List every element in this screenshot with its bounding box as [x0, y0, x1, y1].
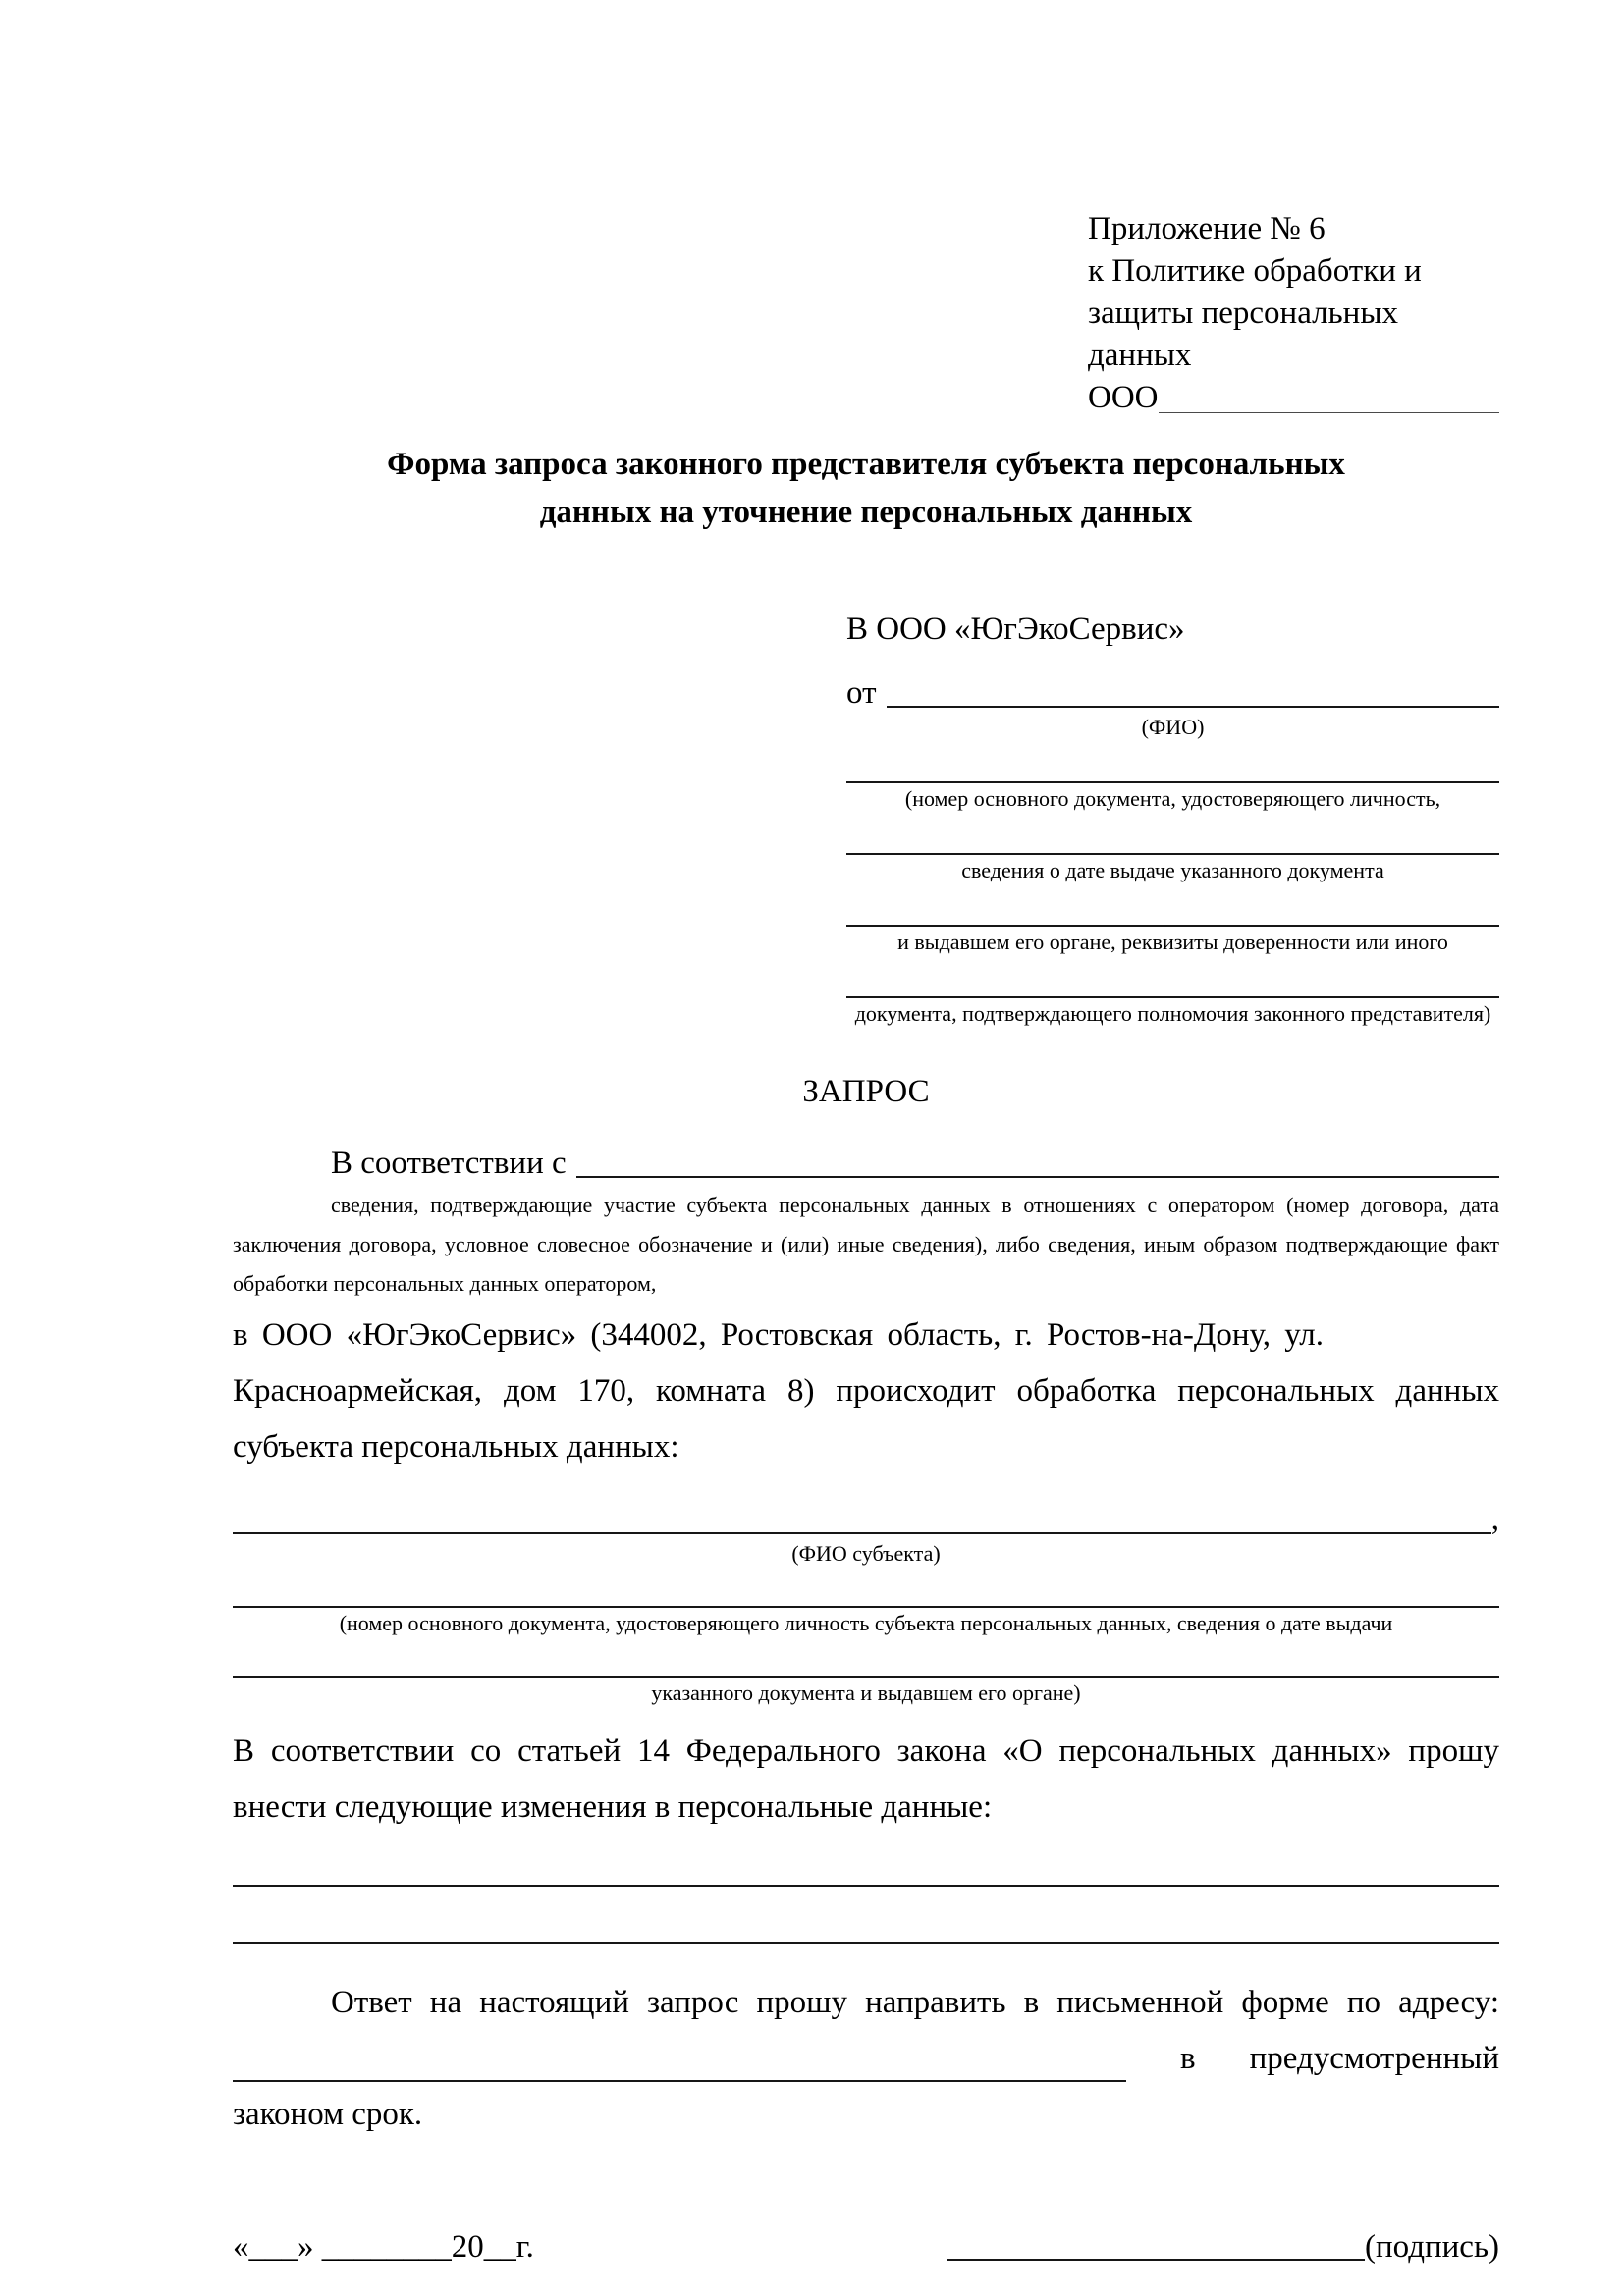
fio-caption: (ФИО): [1141, 715, 1205, 739]
law-paragraph: [233, 1724, 1499, 1836]
footnote-line-3: обработки персональных данных оператором,: [233, 1271, 657, 1296]
appendix-line-2: к Политике обработки и: [1088, 253, 1422, 289]
id-blank-line-3: [846, 925, 1499, 927]
operator-line-2: Красноармейская, дом 170, комната 8) происходит обработка персональных данных: [233, 1373, 1499, 1409]
footnote-line-1: сведения, подтверждающие участие субъекта персональных данных в отношениях с оператором (номер договора, дата: [331, 1193, 1499, 1217]
subject-doc-caption-1: (номер основного документа, удостоверяющего личность субъекта персональных данных, сведения о дате выдачи: [339, 1611, 1393, 1635]
id-caption-3: и выдавшем его органе, реквизиты доверенности или иного: [897, 930, 1448, 954]
id-caption-4: документа, подтверждающего полномочия законного представителя): [854, 1001, 1491, 1026]
footnote-paragraph: [233, 1186, 1499, 1304]
subject-fio-caption: (ФИО субъекта): [791, 1541, 941, 1566]
operator-line-3: субъекта персональных данных:: [233, 1429, 679, 1465]
reply-paragraph: [233, 1975, 1499, 2143]
form-title-line-1: Форма запроса законного представителя субъекта персональных: [387, 447, 1345, 482]
fio-blank-line: [887, 706, 1500, 708]
reply-in-word: в: [1180, 2041, 1196, 2076]
id-caption-1: (номер основного документа, удостоверяющего личность,: [904, 786, 1441, 811]
reply-address-row: [233, 2031, 1499, 2087]
signature-blank-line: [947, 2259, 1365, 2261]
id-blank-line-1: [846, 781, 1499, 783]
intro-row: [233, 1139, 1499, 1182]
company-line: [1088, 377, 1499, 419]
company-prefix: ООО: [1088, 380, 1159, 415]
signature-caption: (подпись): [1365, 2229, 1499, 2265]
id-blank-line-4: [846, 996, 1499, 998]
addressee-block: [846, 610, 1499, 1027]
changes-blank-line-1: [233, 1885, 1499, 1887]
appendix-line-3: защиты персональных данных: [1088, 295, 1398, 373]
subject-doc-blank-line-1: [233, 1606, 1499, 1608]
from-row: [846, 670, 1499, 712]
reply-tail: законом срок.: [233, 2097, 423, 2132]
appendix-block: [1088, 208, 1499, 419]
operator-paragraph: [233, 1308, 1499, 1475]
subject-comma: ,: [1490, 1502, 1499, 1537]
intro-text: В соответствии с: [331, 1146, 567, 1181]
address-blank-line: [233, 2080, 1126, 2082]
form-title-line-2: данных на уточнение персональных данных: [539, 495, 1193, 530]
footnote-line-2: заключения договора, условное словесное обозначение и (или) иные сведения), либо сведения, иным образом подтверждающие факт: [233, 1232, 1499, 1256]
law-line-1: В соответствии со статьей 14 Федерального закона «О персональных данных» прошу: [233, 1734, 1499, 1769]
law-line-2: внести следующие изменения в персональные данные:: [233, 1789, 993, 1825]
reply-provided-word: предусмотренный: [1249, 2041, 1499, 2076]
date-field: «___» ________20__г.: [233, 2229, 534, 2265]
footer-row: [233, 2229, 1499, 2266]
subject-doc-blank-line-2: [233, 1676, 1499, 1678]
changes-blank-line-2: [233, 1942, 1499, 1944]
subject-fio-row: [233, 1487, 1499, 1538]
appendix-line-1: Приложение № 6: [1088, 211, 1326, 246]
subject-fio-blank-line: [233, 1532, 1491, 1534]
subject-doc-caption-2: указанного документа и выдавшем его органе): [651, 1681, 1081, 1705]
signature-group: [947, 2229, 1499, 2266]
reply-line-1: Ответ на настоящий запрос прошу направить в письменной форме по адресу:: [331, 1985, 1499, 2020]
addressee-to: В ООО «ЮгЭкоСервис»: [846, 612, 1185, 647]
form-title: [233, 441, 1499, 537]
company-blank-line: [1159, 412, 1500, 413]
intro-blank-line: [576, 1176, 1499, 1178]
operator-line-1: в ООО «ЮгЭкоСервис» (344002, Ростовская область, г. Ростов-на-Дону, ул.: [233, 1317, 1324, 1353]
document-content: [233, 208, 1499, 2266]
id-caption-2: сведения о дате выдаче указанного документа: [961, 858, 1384, 882]
from-label: от: [846, 675, 877, 711]
request-heading: ЗАПРОС: [802, 1074, 930, 1109]
id-blank-line-2: [846, 853, 1499, 855]
